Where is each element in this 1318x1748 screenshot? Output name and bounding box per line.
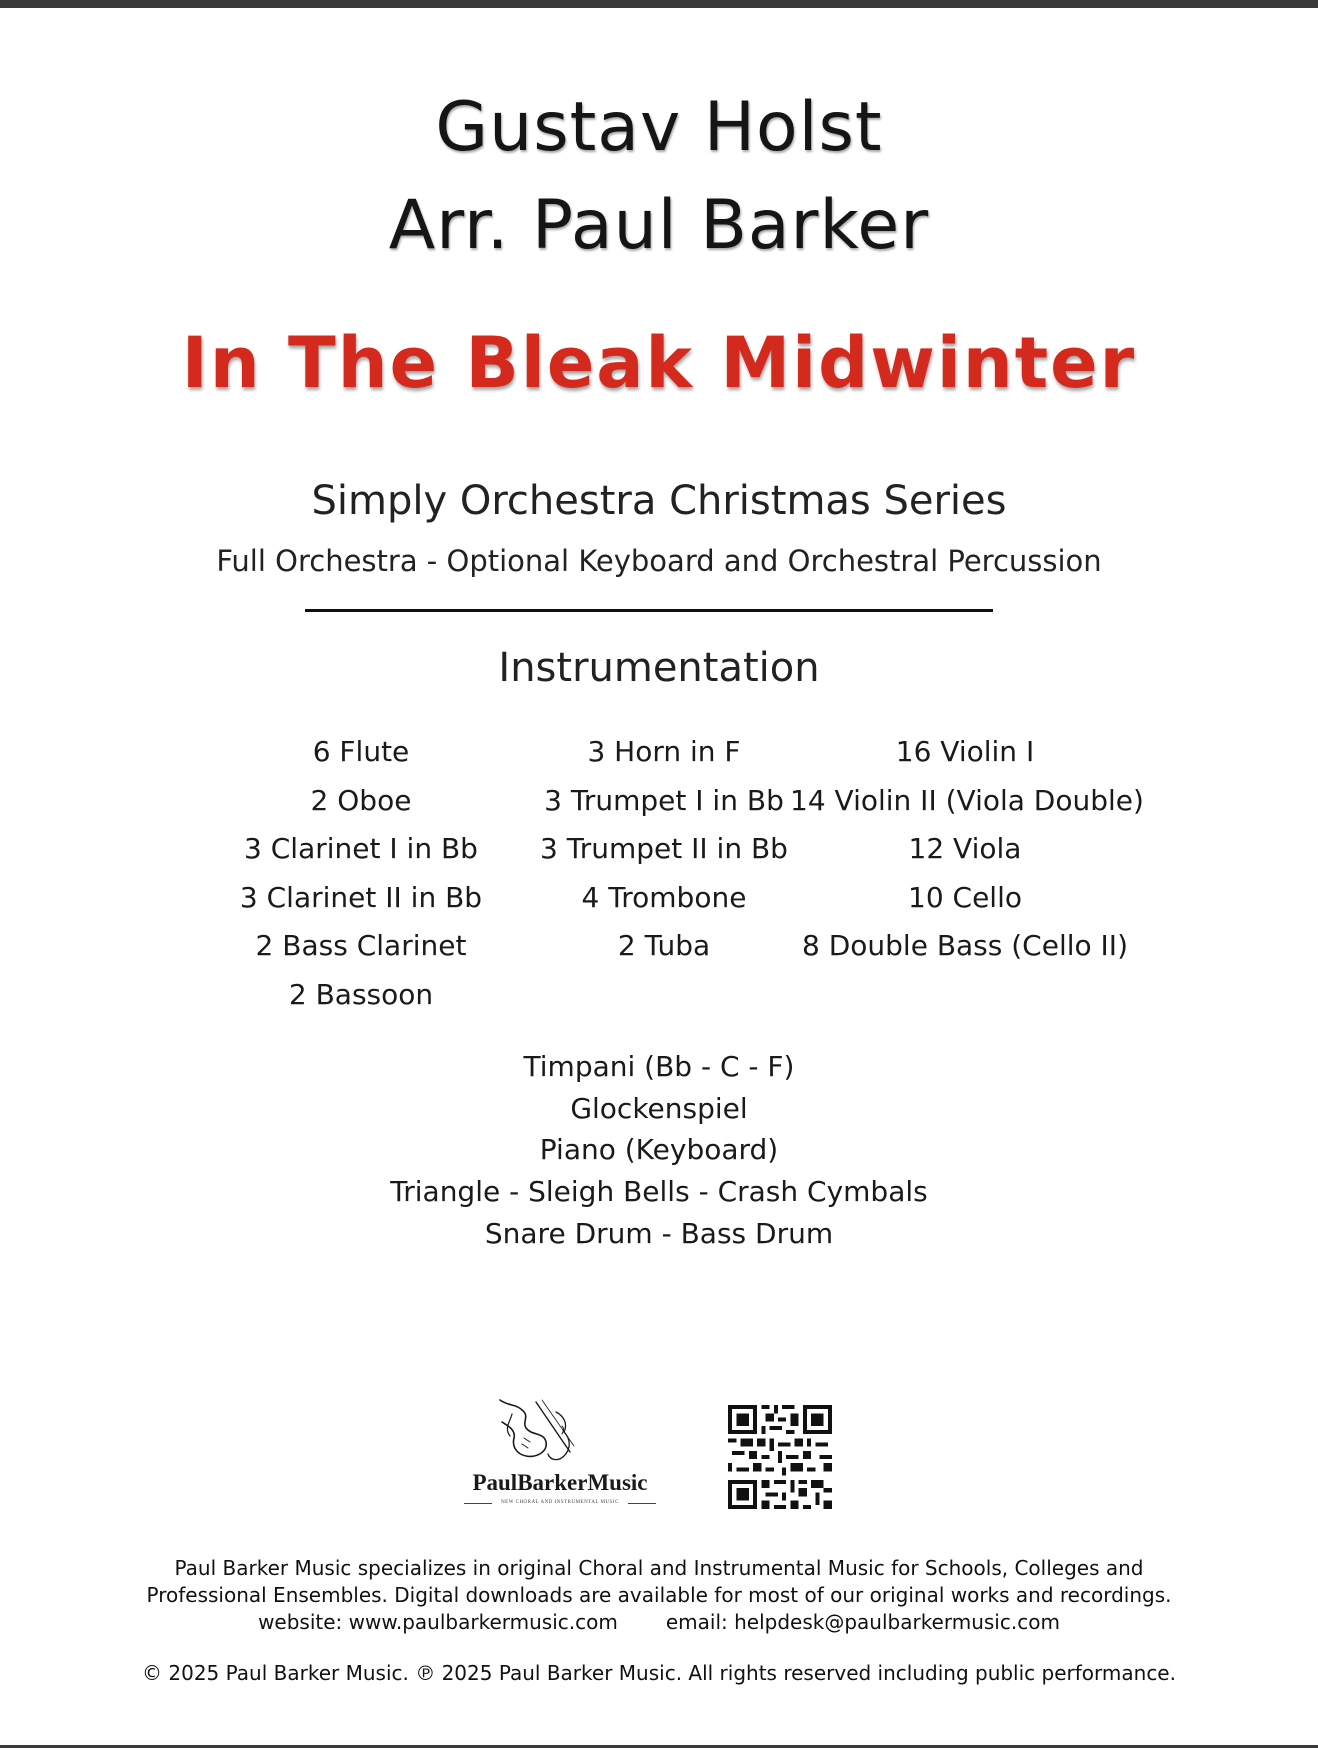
list-item: 3 Horn in F [587,735,741,768]
percussion-list [0,1046,1318,1254]
list-item: Timpani (Bb - C - F) [523,1050,795,1083]
list-item: 16 Violin I [895,735,1035,768]
logo-rule [628,1503,656,1504]
list-item: 3 Clarinet I in Bb [244,832,478,865]
logo-tagline: NEW CHORAL AND INSTRUMENTAL MUSIC [501,1500,619,1505]
list-item: 2 Tuba [617,929,711,962]
top-border [0,0,1318,8]
series-name: Simply Orchestra Christmas Series [311,478,1007,524]
instrumentation-heading: Instrumentation [498,645,820,691]
list-item: 2 Oboe [310,783,412,817]
list-item: Piano (Keyboard) [539,1133,779,1167]
qr-code-icon[interactable] [728,1405,832,1509]
piece-title: In The Bleak Midwinter [181,322,1137,404]
list-item: 14 Violin II (Viola Double) [790,783,1144,817]
list-item: 2 Bassoon [288,977,434,1011]
footer-description-line-1: Paul Barker Music specializes in original Choral and Instrumental Music for Schools, Colleges and [174,1556,1144,1580]
list-item: 12 Viola [908,832,1022,865]
brass-column [516,728,812,971]
list-item: 3 Trumpet I in Bb [544,783,784,817]
list-item: 3 Trumpet II in Bb [540,832,788,865]
ensemble-subtitle: Full Orchestra - Optional Keyboard and Orchestral Percussion [216,544,1102,578]
strings-column [790,728,1144,971]
list-item: 3 Clarinet II in Bb [239,880,483,914]
website-link[interactable]: website: www.paulbarkermusic.com [258,1610,618,1634]
divider [305,609,993,612]
composer-name: Gustav Holst [435,88,883,167]
list-item: 10 Cello [908,880,1022,914]
logo-text: PaulBarkerMusic [472,1470,648,1495]
woodwinds-column [216,728,506,1019]
list-item: 8 Double Bass (Cello II) [801,929,1128,962]
footer-contact [0,1610,1318,1634]
list-item: Snare Drum - Bass Drum [484,1216,834,1250]
list-item: 4 Trombone [581,880,747,914]
violin-icon [452,1392,668,1470]
list-item: Triangle - Sleigh Bells - Crash Cymbals [390,1175,928,1209]
list-item: Glockenspiel [570,1091,748,1125]
copyright-notice: © 2025 Paul Barker Music. ℗ 2025 Paul Barker Music. All rights reserved including public performance. [142,1661,1176,1685]
email-link[interactable]: email: helpdesk@paulbarkermusic.com [665,1610,1060,1634]
footer-description-line-2: Professional Ensembles. Digital downloads are available for most of our original works and recordings. [146,1583,1172,1607]
arranger-name: Arr. Paul Barker [388,186,930,265]
list-item: 6 Flute [312,735,410,768]
list-item: 2 Bass Clarinet [255,929,467,962]
publisher-logo [452,1392,668,1512]
